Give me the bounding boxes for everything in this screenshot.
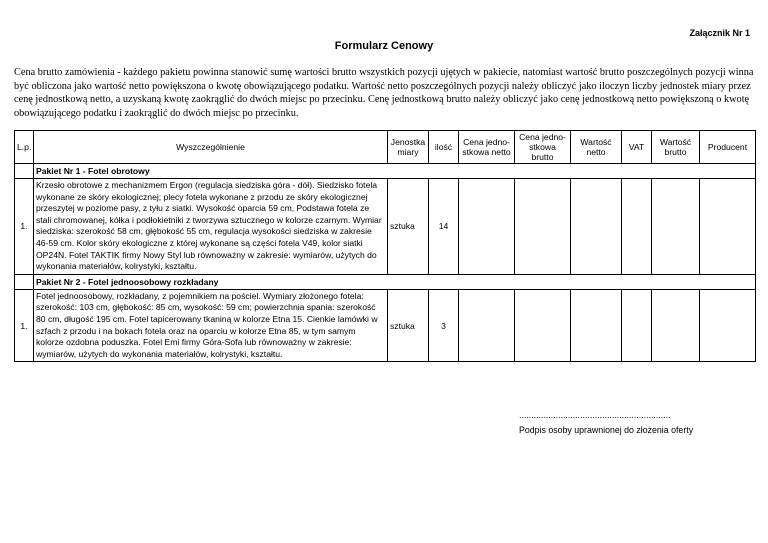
row-unit-gross-input[interactable] xyxy=(515,289,571,362)
row-vat-input[interactable] xyxy=(622,179,652,275)
row-vat-input[interactable] xyxy=(622,289,652,362)
row-lp: 1. xyxy=(15,179,34,275)
header-unit: Jenostka miary xyxy=(388,131,429,164)
header-value-net: Wartość netto xyxy=(571,131,622,164)
signature-line[interactable]: .............................................................. xyxy=(519,410,671,420)
price-table xyxy=(14,130,756,362)
header-lp: L.p. xyxy=(15,131,34,164)
row-description: Krzesło obrotowe z mechanizmem Ergon (regulacja siedziska góra - dół). Siedzisko fotela wykonane ze skóry ekologicznej; plecy fotela wykonane z przodu ze skóry ekologicznej przeszytej w poziome pasy, z tyłu z siatki. Wysokość oparcia 59 cm, Podstawa fotela ze stali chromowanej, kółka i podłokietniki z tworzywa sztucznego w kolorze czarnym. Wymiar siedziska: szerokość 58 cm, głębokość 55 cm, regulacja wysokości siedziska w zakresie 46-59 cm. Kolor skóry ekologiczne z której wykonane są części fotela V49, kolor siatki OP24N. Fotel TAKTIK firmy Nowy Styl lub równoważny w zakresie: wymiarów, użytych do wykonania materiałów, kolrystyki, kształtu. xyxy=(34,179,388,275)
package-title-row xyxy=(15,274,756,289)
row-unit: sztuka xyxy=(388,179,429,275)
row-unit-net-input[interactable] xyxy=(459,289,515,362)
header-unit-net: Cena jedno-stkowa netto xyxy=(459,131,515,164)
row-value-gross-input[interactable] xyxy=(652,289,700,362)
header-producer: Producent xyxy=(700,131,756,164)
table-row xyxy=(15,289,756,362)
intro-paragraph: Cena brutto zamówienia - każdego pakietu powinna stanowić sumę wartości brutto wszystkich pozycji ujętych w pakiecie, natomiast wartość brutto poszczególnych pozycji winna być obliczona jako wartość netto powiększona o kwotę obowiązującego podatku. Wartość netto poszczególnych pozycji należy obliczyć jako iloczyn liczby jednostek miary przez cenę jednostkową netto, a uzyskaną kwotę zaokrąglić do dwóch miejsc po przecinku. Cenę jednostkową brutto należy obliczyć jako cenę jednostkową netto powiększoną o kwotę obowiązującego podatku i zaokrąglić do dwóch miejsc po przecinku. xyxy=(14,67,754,119)
row-unit: sztuka xyxy=(388,289,429,362)
row-value-net-input[interactable] xyxy=(571,179,622,275)
package-1-title: Pakiet Nr 1 - Fotel obrotowy xyxy=(34,164,756,179)
header-vat: VAT xyxy=(622,131,652,164)
header-unit-gross: Cena jedno-stkowa brutto xyxy=(515,131,571,164)
header-description: Wyszczególnienie xyxy=(34,131,388,164)
table-row xyxy=(15,179,756,275)
row-quantity: 14 xyxy=(429,179,459,275)
row-description: Fotel jednoosobowy, rozkładany, z pojemnikiem na pościel. Wymiary złożonego fotela: szerokość: 103 cm, głębokość: 85 cm, wysokość: 59 cm; powierzchnia spania: szerokość 80 cm, długość 195 cm. Fotel tapicerowany tkaniną w kolorze Etna 15. Cienkie lamówki w szfach z przodu i na bokach fotela oraz na oparciu w kolorze Etna 85, w tym samym kolorze ozdobna poduszka. Fotel Emi firmy Góra-Sofa lub równoważny w zakresie: wymiarów, użytych do wykonania materiałów, kolrystyki, kształtu. xyxy=(34,289,388,362)
signature-block xyxy=(519,410,693,435)
row-lp: 1. xyxy=(15,289,34,362)
row-value-net-input[interactable] xyxy=(571,289,622,362)
header-value-gross: Wartość brutto xyxy=(652,131,700,164)
row-value-gross-input[interactable] xyxy=(652,179,700,275)
package-2-title: Pakiet Nr 2 - Fotel jednoosobowy rozkładany xyxy=(34,274,756,289)
row-producer-input[interactable] xyxy=(700,179,756,275)
row-unit-gross-input[interactable] xyxy=(515,179,571,275)
row-unit-net-input[interactable] xyxy=(459,179,515,275)
attachment-label: Załącznik Nr 1 xyxy=(689,28,750,38)
package-title-row xyxy=(15,164,756,179)
empty-cell xyxy=(15,274,34,289)
row-quantity: 3 xyxy=(429,289,459,362)
signature-label: Podpis osoby uprawnionej do złożenia oferty xyxy=(519,425,694,435)
table-header-row xyxy=(15,131,756,164)
header-quantity: ilość xyxy=(429,131,459,164)
form-title: Formularz Cenowy xyxy=(334,40,434,52)
row-producer-input[interactable] xyxy=(700,289,756,362)
empty-cell xyxy=(15,164,34,179)
